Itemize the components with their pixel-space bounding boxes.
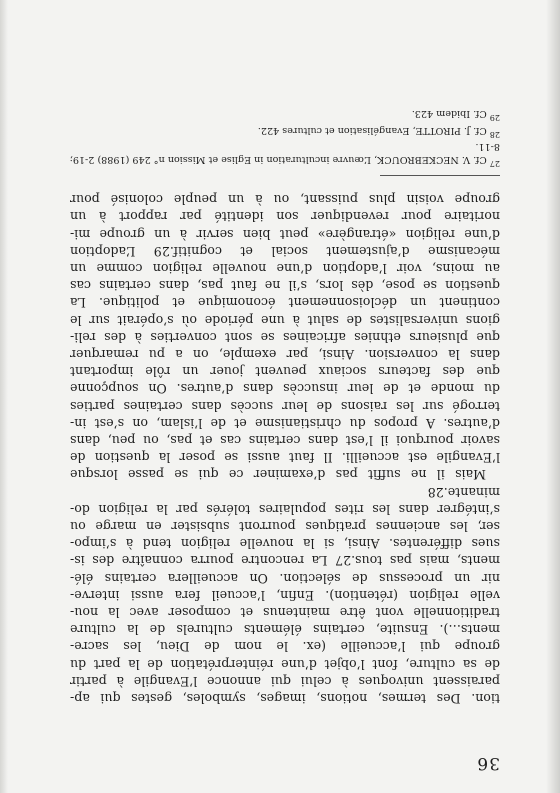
text-line: continent un décloisonnement économique et politique. La [70,295,500,311]
text-line: question se pose, dès lors, s’il ne faut pas, dans certains cas [70,278,500,294]
text-line: de sa culture, font l’objet d’une réinterprétation de la part du [70,656,500,672]
footnotes [60,106,500,169]
text-line: tion. Des termes, notions, images, symboles, gestes qui ap- [70,691,500,706]
footnote-number: 28 [489,129,500,139]
footnote-number: 29 [489,113,500,123]
text-line: d’une religion «étrangère» peut bien servir à un groupe mi- [70,226,500,242]
footnote-28 [60,123,500,140]
text-line: noritaire pour revendiquer son identité par rapport à un [70,209,500,225]
footnote-number: 27 [489,159,500,168]
text-line: que des facteurs sociaux peuvent jouer un rôle important [70,364,500,380]
text-line: terrogé sur les raisons de leur succès dans certaines parties [70,398,500,414]
footnote-text: Cf. Ibidem 423. [411,107,487,119]
text-line: dans la conversion. Ainsi, par exemple, on a pu remarquer [70,346,500,362]
text-line: groupe voisin plus puissant, ou à un peuple colonisé pour [70,192,500,208]
text-line: d’autres. A propos du christianisme et de l’islam, on s’est in- [70,415,500,431]
footnote-27 [60,152,500,169]
text-line: minante.28 [427,484,500,500]
footnote-divider [380,175,500,176]
footnote-29 [60,106,500,123]
text-line: Mais il ne suffit pas d’examiner ce qui se passe lorsque [70,467,486,483]
text-line: groupe qui l’accueille (ex. le nom de Dieu, les sacre- [70,639,500,655]
text-line: ments, mais pas tous.27 La rencontre pourra connaître des is- [70,553,500,569]
footnote-text: Cf. V. NECKEBROUCK, L’œuvre inculturation in Eglise et Mission n° 249 (1988) 2-19; [69,153,487,165]
text-line: traditionnelle vont être maintenus et composer avec la nou- [70,604,500,620]
body-text [70,191,500,707]
text-line: mécanisme d’ajustement social et cognitif.29 L’adoption [70,243,500,259]
scan-shadow-right [0,0,8,793]
paragraph-2 [70,191,500,483]
text-line: sues différentes. Ainsi, si la nouvelle religion tend à s’impo- [70,536,500,552]
text-line: l’Evangile est accueilli. Il faut aussi se poser la question de [70,450,500,466]
paragraph-1 [70,483,500,707]
text-line: savoir pourquoi il l’est dans certains cas et pas, ou peu, dans [70,432,500,448]
text-line: du monde et de leur insuccès dans d’autres. On soupçonne [70,381,500,397]
text-line: paraissent univoques à celui qui annonce l’Evangile à partir [70,673,500,689]
text-line: que plusieurs ethnies africaines se sont converties à des reli- [70,329,500,345]
text-line: ments…). Ensuite, certains éléments culturels de la culture [70,622,500,638]
text-line: gions universalistes de salut à une période où s’opérait sur le [70,312,500,328]
page-number: 36 [476,753,500,773]
scan-shadow-left [546,0,560,793]
text-line: s’intégrer dans les rites populaires tolérés par la religion do- [70,501,500,517]
footnote-27-continuation: 8-11. [475,141,500,153]
text-line: au moins, voir l’adoption d’une nouvelle religion comme un [70,260,500,276]
text-line: ser, les anciennes pratiques pourront subsister en marge ou [70,518,500,534]
text-line: nir un processus de sélection. On accueillera certains élé- [70,570,500,586]
text-line: velle religion (rétention). Enfin, l’accueil fera aussi interve- [70,587,500,603]
footnote-text: Cf. J. PIROTTE, Evangélisation et cultures 422. [257,124,487,136]
